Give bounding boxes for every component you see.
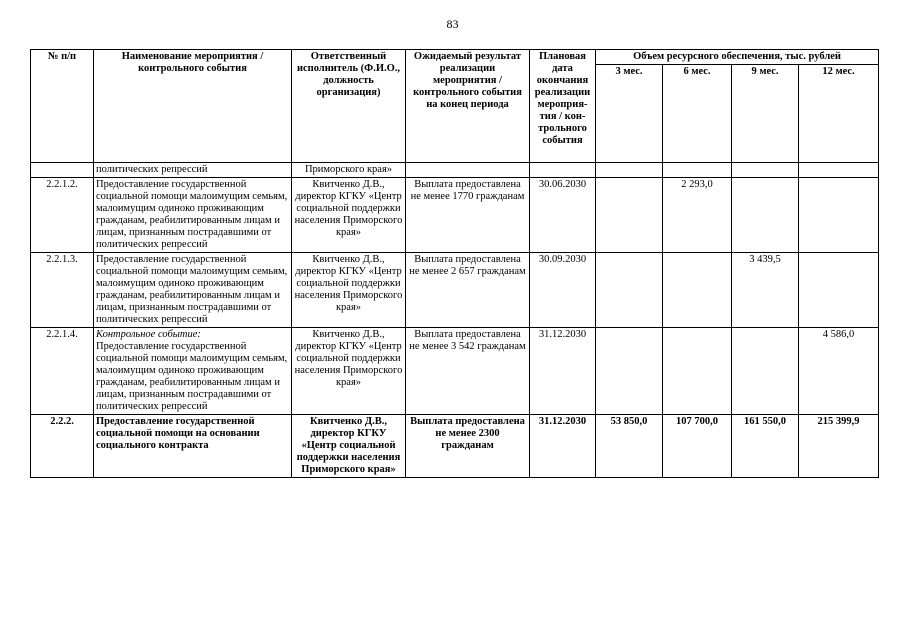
row-12-months (799, 163, 879, 178)
table-row (31, 163, 879, 178)
row-num (31, 163, 94, 178)
row-6-months (663, 163, 732, 178)
row-name: Предоставление государственной социальной помощи малоимущим семьям, малоимущим одиноко проживающим гражданам, реабилитированным лицам и лицам, признанным пострадавшими от политических репрессий (94, 253, 292, 328)
table-row (31, 178, 879, 253)
row-result: Выплата предоставлена не менее 2300 гражданам (406, 415, 530, 478)
row-12-months (799, 253, 879, 328)
row-3-months (596, 253, 663, 328)
control-event-label: Контрольное событие: (96, 329, 201, 340)
row-9-months: 3 439,5 (732, 253, 799, 328)
row-date: 31.12.2030 (530, 328, 596, 415)
row-3-months (596, 328, 663, 415)
page-number: 83 (446, 17, 459, 31)
row-3-months (596, 163, 663, 178)
row-12-months: 4 586,0 (799, 328, 879, 415)
header-executor: Ответственный исполнитель (Ф.И.О., должность организация) (292, 50, 406, 163)
header-num: № п/п (31, 50, 94, 163)
measures-table (30, 49, 879, 478)
row-9-months (732, 163, 799, 178)
header-3-months: 3 мес. (596, 65, 663, 163)
row-3-months (596, 178, 663, 253)
row-date: 30.09.2030 (530, 253, 596, 328)
row-name: Предоставление государственной социальной помощи малоимущим семьям, малоимущим одиноко проживающим гражданам, реабилитированным лицам и лицам, признанным пострадавшими от политических репрессий (96, 341, 288, 412)
table-row (31, 253, 879, 328)
table-row (31, 415, 879, 478)
row-date (530, 163, 596, 178)
header-name: Наименование мероприятия / контрольного события (94, 50, 292, 163)
row-12-months: 215 399,9 (799, 415, 879, 478)
row-6-months (663, 253, 732, 328)
table-row (31, 328, 879, 415)
row-executor: Квитченко Д.В., директор КГКУ «Центр социальной поддержки населения Приморского края» (292, 415, 406, 478)
row-num: 2.2.2. (31, 415, 94, 478)
row-date: 31.12.2030 (530, 415, 596, 478)
row-executor: Квитченко Д.В., директор КГКУ «Центр социальной поддержки населения Приморского края» (292, 253, 406, 328)
row-result: Выплата предоставлена не менее 2 657 гражданам (406, 253, 530, 328)
row-9-months (732, 328, 799, 415)
row-result: Выплата предоставлена не менее 3 542 гражданам (406, 328, 530, 415)
row-num: 2.2.1.3. (31, 253, 94, 328)
header-result: Ожидаемый результат реализации мероприятия / контрольного события на конец периода (406, 50, 530, 163)
header-6-months: 6 мес. (663, 65, 732, 163)
row-result (406, 163, 530, 178)
row-12-months (799, 178, 879, 253)
header-resources: Объем ресурсного обеспечения, тыс. рублей (596, 50, 879, 65)
row-executor: Квитченко Д.В., директор КГКУ «Центр социальной поддержки населения Приморского края» (292, 328, 406, 415)
row-name-cell (94, 328, 292, 415)
row-3-months: 53 850,0 (596, 415, 663, 478)
header-date: Плановая дата окончания реализации мероприя-тия / кон-трольного события (530, 50, 596, 163)
row-date: 30.06.2030 (530, 178, 596, 253)
header-12-months: 12 мес. (799, 65, 879, 163)
row-6-months (663, 328, 732, 415)
row-name: Предоставление государственной социальной помощи на основании социального контракта (94, 415, 292, 478)
row-6-months: 107 700,0 (663, 415, 732, 478)
row-executor: Приморского края» (292, 163, 406, 178)
row-6-months: 2 293,0 (663, 178, 732, 253)
row-num: 2.2.1.2. (31, 178, 94, 253)
row-9-months (732, 178, 799, 253)
header-9-months: 9 мес. (732, 65, 799, 163)
row-executor: Квитченко Д.В., директор КГКУ «Центр социальной поддержки населения Приморского края» (292, 178, 406, 253)
row-9-months: 161 550,0 (732, 415, 799, 478)
row-name: Предоставление государственной социальной помощи малоимущим семьям, малоимущим одиноко проживающим гражданам, реабилитированным лицам и лицам, признанным пострадавшими от политических репрессий (94, 178, 292, 253)
row-num: 2.2.1.4. (31, 328, 94, 415)
row-name: политических репрессий (94, 163, 292, 178)
row-result: Выплата предоставлена не менее 1770 гражданам (406, 178, 530, 253)
